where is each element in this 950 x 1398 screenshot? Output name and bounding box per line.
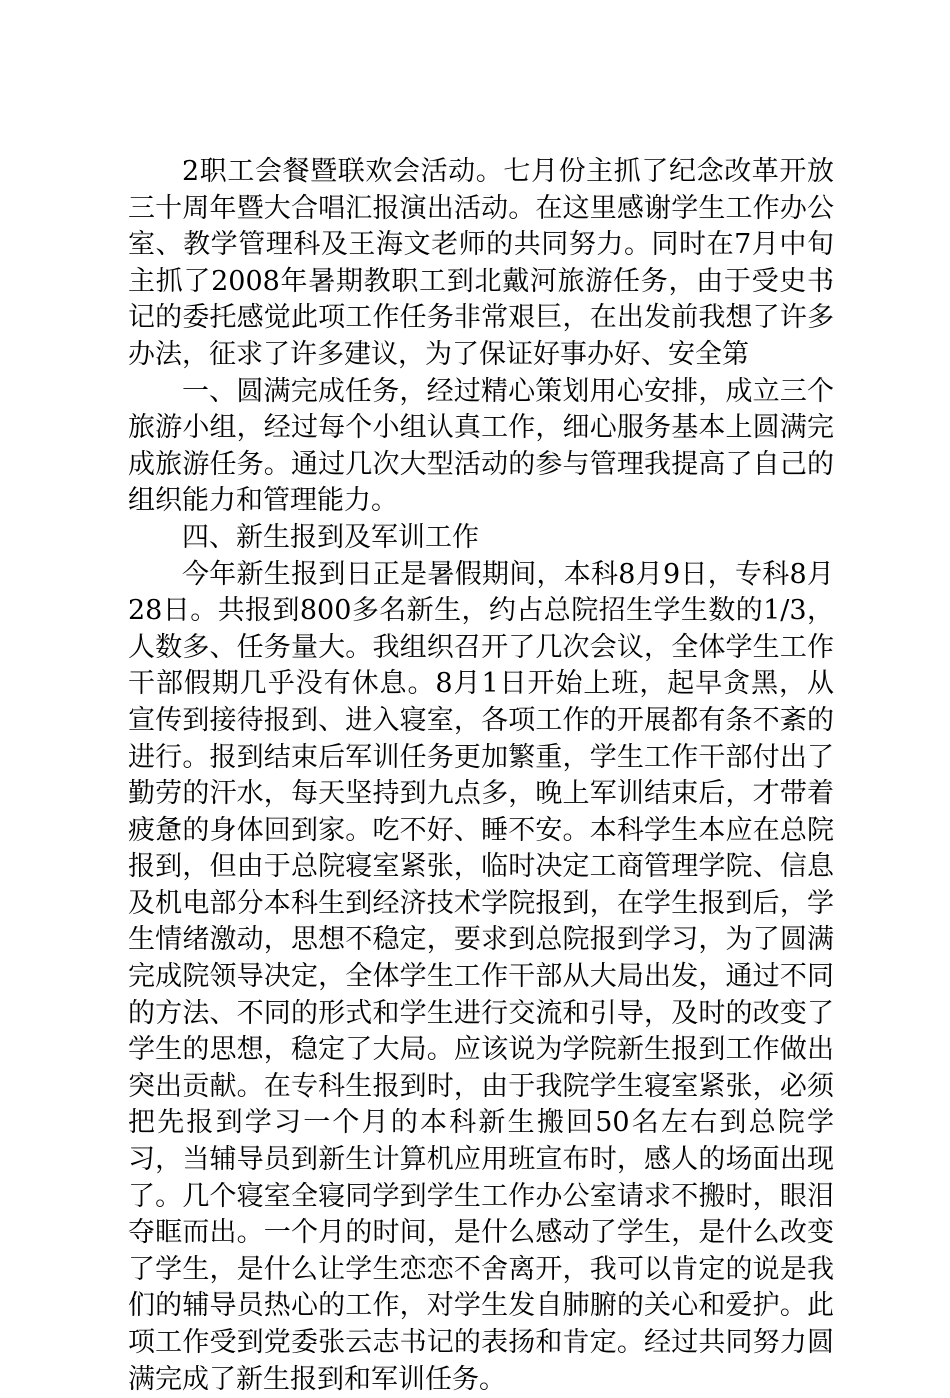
paragraph-new-students-training: 今年新生报到日正是暑假期间，本科8月9日，专科8月28日。共报到800多名新生，约占总院招生学生数的1/3，人数多、任务量大。我组织召开了几次会议，全体学生工作干部假期几乎没有休息。8月1日开始上班，起早贪黑，从宣传到接待报到、进入寝室，各项工作的开展都有条不紊的进行。报到结束后军训任务更加繁重，学生工作干部付出了勤劳的汗水，每天坚持到九点多，晚上军训结束后，才带着疲惫的身体回到家。吃不好、睡不安。本科学生本应在总院报到，但由于总院寝室紧张，临时决定工商管理学院、信息及机电部分本科生到经济技术学院报到，在学生报到后，学生情绪激动，思想不稳定，要求到总院报到学习，为了圆满完成院领导决定，全体学生工作干部从大局出发，通过不同的方法、不同的形式和学生进行交流和引导，及时的改变了学生的思想，稳定了大局。应该说为学院新生报到工作做出突出贡献。在专科生报到时，由于我院学生寝室紧张，必须把先报到学习一个月的本科新生搬回50名左右到总院学习，当辅导员到新生计算机应用班宣布时，感人的场面出现了。几个寝室全寝同学到学生工作办公室请求不搬时，眼泪夺眶而出。一个月的时间，是什么感动了学生，是什么改变了学生，是什么让学生恋恋不舍离开，我可以肯定的说是我们的辅导员热心的工作，对学生发自肺腑的关心和爱护。此项工作受到党委张云志书记的表扬和肯定。经过共同努力圆满完成了新生报到和军训任务。 [128, 558, 834, 1395]
section-heading-new-students: 四、新生报到及军训工作 [182, 521, 479, 553]
paragraph-continuation: 2职工会餐暨联欢会活动。七月份主抓了纪念改革开放三十周年暨大合唱汇报演出活动。在这里感谢学生工作办公室、教学管理科及王海文老师的共同努力。同时在7月中旬主抓了2008年暑期教职工到北戴河旅游任务，由于受史书记的委托感觉此项工作任务非常艰巨，在出发前我想了许多办法，征求了许多建议，为了保证好事办好、安全第 [128, 156, 834, 370]
document-body [128, 154, 834, 1398]
paragraph-task-completion: 一、圆满完成任务，经过精心策划用心安排，成立三个旅游小组，经过每个小组认真工作，细心服务基本上圆满完成旅游任务。通过几次大型活动的参与管理我提高了自己的组织能力和管理能力。 [128, 375, 834, 517]
